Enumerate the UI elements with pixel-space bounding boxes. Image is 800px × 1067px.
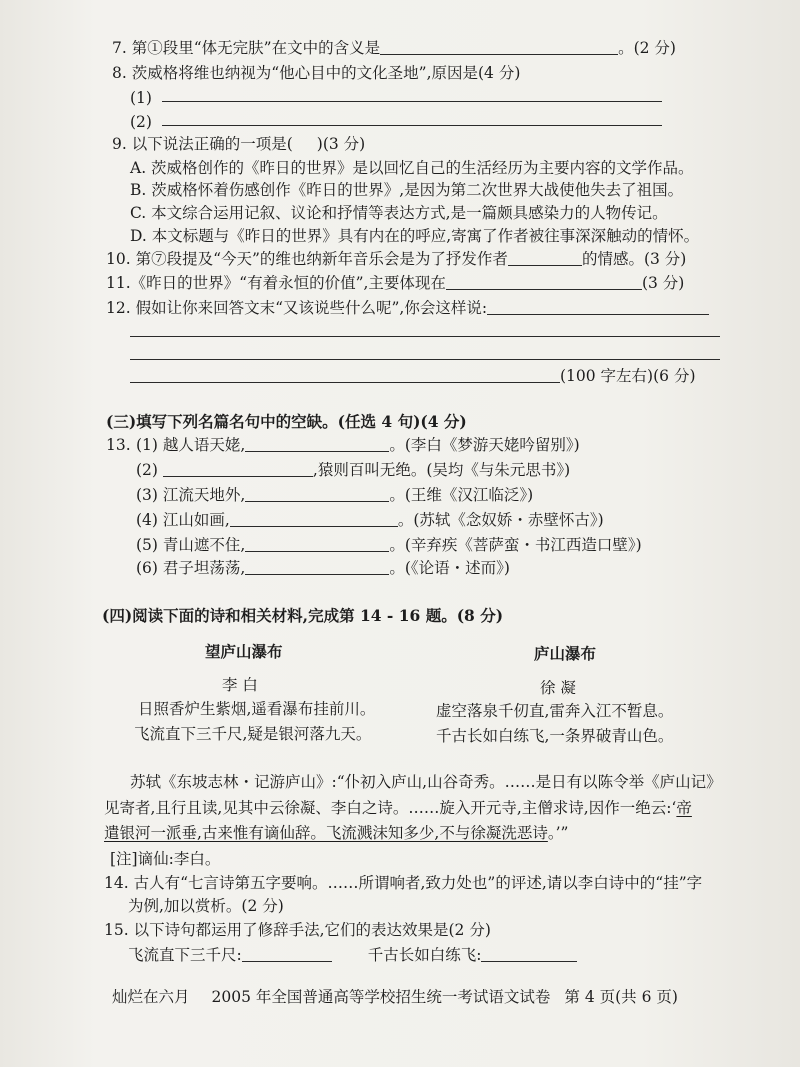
answer-line[interactable] (162, 125, 662, 126)
option-d: D. 本文标题与《昨日的世界》具有内在的呼应,寄寓了作者被往事深深触动的情怀。 (130, 227, 700, 245)
footer-left: 灿烂在六月 (112, 988, 190, 1006)
answer-blank[interactable] (130, 366, 560, 383)
annotation-note: [注]谪仙:李白。 (110, 850, 221, 868)
question-7-text: 7. 第①段里“体无完肤”在文中的含义是 (112, 39, 381, 57)
question-13-number: 13. (106, 436, 131, 454)
question-11-text: 11.《昨日的世界》“有着永恒的价值”,主要体现在 (106, 274, 446, 292)
fill-item-pre: (1) 越人语天姥, (136, 436, 246, 454)
question-14-line-1: 14. 古人有“七言诗第五字要响。……所谓响者,致力处也”的评述,请以李白诗中的“挂”字 (104, 874, 703, 892)
answer-blank[interactable] (242, 945, 332, 962)
fill-item-post: 。(苏轼《念奴娇・赤壁怀古》) (397, 511, 604, 529)
question-15-a: 飞流直下三千尺: (128, 946, 242, 964)
answer-blank[interactable] (245, 435, 389, 452)
fill-item-post: 。(辛弃疾《菩萨蛮・书江西造口壁》) (389, 536, 642, 554)
answer-blank[interactable] (446, 273, 642, 290)
poem-2-title: 庐山瀑布 (534, 644, 597, 663)
material-underlined: 遣银河一派垂,古来惟有谪仙辞。飞流溅沫知多少,不与徐凝洗恶诗 (104, 824, 548, 842)
answer-blank[interactable] (245, 485, 389, 502)
material-line-2 (104, 798, 692, 818)
question-12-score: (100 字左右)(6 分) (560, 367, 696, 385)
poem-1-line-2: 飞流直下三千尺,疑是银河落九天。 (134, 725, 372, 743)
option-b: B. 茨威格怀着伤感创作《昨日的世界》,是因为第二次世界大战使他失去了祖国。 (130, 181, 684, 199)
answer-blank[interactable] (380, 38, 618, 55)
question-12-text: 12. 假如让你来回答文末“又该说些什么呢”,你会这样说: (106, 299, 488, 317)
fill-item-post: 。(李白《梦游天姥吟留别》) (389, 436, 580, 454)
answer-blank[interactable] (245, 535, 389, 552)
fill-item-pre: (2) (136, 461, 158, 479)
question-11-score: (3 分) (641, 274, 685, 292)
poem-1-title: 望庐山瀑布 (205, 642, 283, 661)
fill-item-4 (136, 510, 604, 530)
fill-item-pre: (3) 江流天地外, (136, 486, 246, 504)
section-4-title: (四)阅读下面的诗和相关材料,完成第 14 - 16 题。(8 分) (102, 606, 504, 625)
fill-item-6 (136, 558, 510, 578)
answer-blank[interactable] (163, 460, 313, 477)
poem-1-line-1: 日照香炉生紫烟,遥看瀑布挂前川。 (138, 700, 376, 718)
question-15-b: 千古长如白练飞: (367, 946, 482, 964)
answer-blank[interactable] (481, 945, 577, 962)
fill-item-3 (136, 485, 533, 505)
question-12-last (130, 366, 696, 386)
material-line-2-text: 见寄者,且行且读,见其中云徐凝、李白之诗。……旋入开元寺,主僧求诗,因作一绝云:‘ (104, 799, 677, 817)
question-8-sub-1: (1) (130, 89, 152, 107)
answer-blank[interactable] (508, 249, 582, 266)
footer-center: 2005 年全国普通高等学校招生统一考试语文试卷 (211, 988, 551, 1006)
material-underlined: 帝 (676, 799, 692, 817)
option-a: A. 茨威格创作的《昨日的世界》是以回忆自己的生活经历为主要内容的文学作品。 (130, 159, 694, 177)
question-10-score: 的情感。(3 分) (581, 250, 687, 268)
fill-item-1 (136, 435, 580, 455)
question-7-score: 。(2 分) (618, 39, 676, 57)
question-7 (112, 38, 676, 58)
material-line-3-end: 。’” (547, 824, 569, 842)
footer-page-number: 第 4 页(共 6 页) (564, 988, 678, 1006)
question-15-answers (128, 945, 577, 965)
page-footer (112, 985, 678, 1007)
section-3-title: (三)填写下列名篇名句中的空缺。(任选 4 句)(4 分) (106, 412, 467, 431)
poem-2-line-1: 虚空落泉千仞直,雷奔入江不暂息。 (436, 702, 674, 720)
answer-line[interactable] (130, 336, 720, 337)
question-9-stem-text: 9. 以下说法正确的一项是( (112, 135, 293, 153)
fill-item-pre: (5) 青山遮不住, (136, 536, 246, 554)
fill-item-post: 。(王维《汉江临泛》) (389, 486, 534, 504)
question-9-stem (112, 134, 365, 154)
question-12 (106, 298, 709, 318)
fill-item-post: 。(《论语・述而》) (389, 559, 510, 577)
question-10 (106, 249, 686, 269)
fill-item-post: ,猿则百叫无绝。(吴均《与朱元思书》) (312, 461, 571, 479)
question-14-line-2: 为例,加以赏析。(2 分) (128, 897, 284, 915)
answer-line[interactable] (130, 359, 720, 360)
material-line-3 (104, 823, 568, 843)
answer-blank[interactable] (230, 510, 398, 527)
question-15-line-1: 15. 以下诗句都运用了修辞手法,它们的表达效果是(2 分) (104, 921, 491, 939)
answer-blank[interactable] (487, 298, 709, 315)
question-9-score: )(3 分) (316, 135, 366, 153)
poem-2-author: 徐 凝 (540, 679, 576, 697)
answer-line[interactable] (162, 101, 662, 102)
poem-2-line-2: 千古长如白练飞,一条界破青山色。 (436, 727, 674, 745)
material-line-1: 苏轼《东坡志林・记游庐山》:“仆初入庐山,山谷奇秀。……是日有以陈令举《庐山记》 (130, 773, 722, 791)
question-11 (106, 273, 684, 293)
question-8-sub-2: (2) (130, 113, 152, 131)
poem-1-author: 李 白 (222, 676, 258, 694)
fill-item-pre: (6) 君子坦荡荡, (136, 559, 246, 577)
answer-blank[interactable] (245, 558, 389, 575)
fill-item-5 (136, 535, 642, 555)
fill-item-pre: (4) 江山如画, (136, 511, 230, 529)
option-c: C. 本文综合运用记叙、议论和抒情等表达方式,是一篇颇具感染力的人物传记。 (130, 204, 668, 222)
question-10-text: 10. 第⑦段提及“今天”的维也纳新年音乐会是为了抒发作者 (106, 250, 508, 268)
question-8-text: 8. 茨威格将维也纳视为“他心目中的文化圣地”,原因是(4 分) (112, 64, 521, 82)
fill-item-2 (136, 460, 570, 480)
